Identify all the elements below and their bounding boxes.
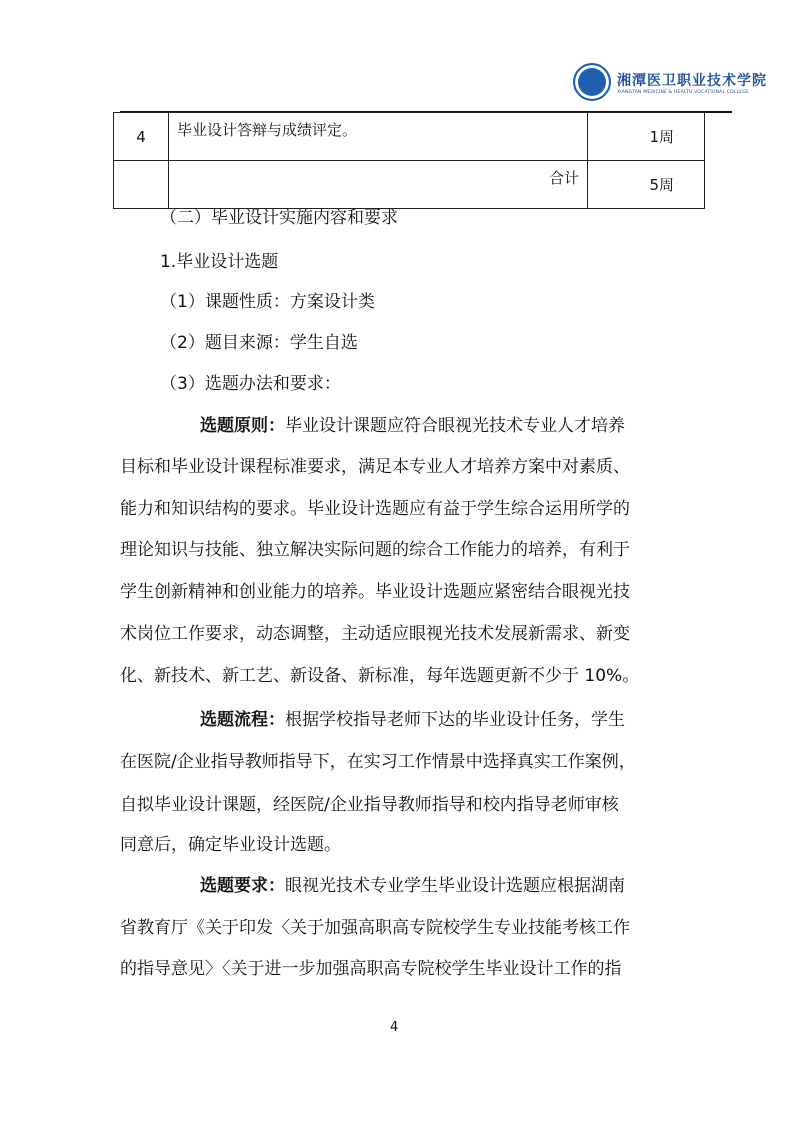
paragraph-line xyxy=(200,414,680,438)
subsection-heading: 1.毕业设计选题 xyxy=(160,252,279,272)
paragraph-line: 自拟毕业设计课题，经医院/企业指导教师指导和校内指导老师审核 xyxy=(120,795,619,815)
list-item: （2）题目来源：学生自选 xyxy=(160,333,358,353)
paragraph-line xyxy=(200,708,680,732)
paragraph-line: 术岗位工作要求，动态调整，主动适应眼视光技术发展新需求、新变 xyxy=(120,624,630,644)
section-heading: （二）毕业设计实施内容和要求 xyxy=(160,208,398,228)
list-item: （3）选题办法和要求： xyxy=(160,374,341,394)
paragraph-line: 能力和知识结构的要求。毕业设计选题应有益于学生综合运用所学的 xyxy=(120,499,630,519)
paragraph-line: 的指导意见〉〈关于进一步加强高职高专院校学生毕业设计工作的指 xyxy=(120,959,622,979)
cell-content: 毕业设计答辩与成绩评定。 xyxy=(169,113,588,161)
text: 眼视光技术专业学生毕业设计选题应根据湖南 xyxy=(285,876,625,896)
list-item: （1）课题性质：方案设计类 xyxy=(160,292,375,312)
paragraph-line: 目标和毕业设计课程标准要求，满足本专业人才培养方案中对素质、 xyxy=(120,457,630,477)
college-logo xyxy=(573,63,767,101)
table-row xyxy=(114,161,705,209)
paragraph-label: 选题流程： xyxy=(200,710,285,730)
page-number: 4 xyxy=(390,1020,399,1035)
cell-no xyxy=(114,161,169,209)
schedule-table xyxy=(113,112,705,209)
paragraph-line xyxy=(200,874,680,898)
paragraph-line: 理论知识与技能、独立解决实际问题的综合工作能力的培养，有利于 xyxy=(120,540,630,560)
text: 毕业设计课题应符合眼视光技术专业人才培养 xyxy=(285,416,625,436)
paragraph-line: 学生创新精神和创业能力的培养。毕业设计选题应紧密结合眼视光技 xyxy=(120,582,630,602)
cell-weeks: 5周 xyxy=(588,161,705,209)
paragraph-line: 在医院/企业指导教师指导下，在实习工作情景中选择真实工作案例， xyxy=(120,752,636,772)
cell-total-label: 合计 xyxy=(169,161,588,209)
paragraph-line: 化、新技术、新工艺、新设备、新标准，每年选题更新不少于 10%。 xyxy=(120,666,640,686)
logo-cn: 湘潭医卫职业技术学院 xyxy=(617,72,767,89)
paragraph-label: 选题原则： xyxy=(200,416,285,436)
paragraph-label: 选题要求： xyxy=(200,876,285,896)
paragraph-line: 省教育厅《关于印发〈关于加强高职高专院校学生专业技能考核工作 xyxy=(120,918,630,938)
text: 根据学校指导老师下达的毕业设计任务，学生 xyxy=(285,710,625,730)
paragraph-line: 同意后，确定毕业设计选题。 xyxy=(120,835,341,855)
cell-weeks: 1周 xyxy=(588,113,705,161)
college-seal-icon xyxy=(573,63,611,101)
table-row xyxy=(114,113,705,161)
cell-no: 4 xyxy=(114,113,169,161)
logo-en: XIANGTAN MEDICINE & HEALTH VOCATIONAL COLLEGE xyxy=(617,89,750,95)
